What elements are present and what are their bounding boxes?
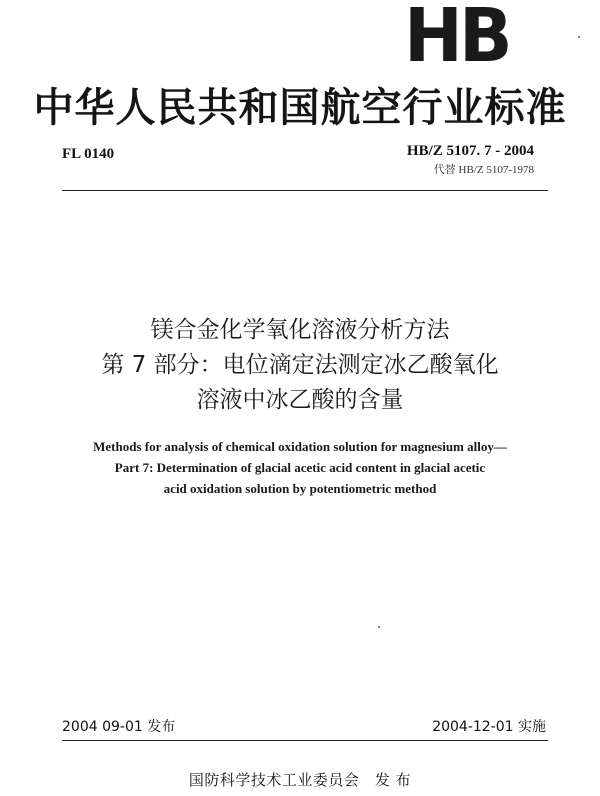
standard-category-title: 中华人民共和国航空行业标准 xyxy=(33,85,567,131)
implementation-date: 2004-12-01 实施 xyxy=(432,719,546,735)
hb-logo: HB xyxy=(404,0,509,79)
standard-code: HB/Z 5107. 7 - 2004 xyxy=(406,143,534,159)
header-divider xyxy=(62,190,548,191)
english-title-line-1: Methods for analysis of chemical oxidation solution for magnesium alloy— xyxy=(93,439,507,454)
chinese-title-line-3: 溶液中冰乙酸的含量 xyxy=(196,387,404,413)
english-title xyxy=(0,436,600,499)
replaces-note: 代替 HB/Z 5107-1978 xyxy=(433,164,534,176)
scan-speck xyxy=(378,626,380,628)
english-title-line-3: acid oxidation solution by potentiometric method xyxy=(163,481,437,496)
scan-speck xyxy=(578,36,580,38)
chinese-title xyxy=(0,313,600,418)
standard-code-block xyxy=(407,143,534,177)
issue-date: 2004 09-01 发布 xyxy=(62,719,176,735)
chinese-title-line-1: 镁合金化学氧化溶液分析方法 xyxy=(150,317,450,343)
chinese-title-line-2: 第 7 部分：电位滴定法测定冰乙酸氧化 xyxy=(101,352,499,378)
classification-code: FL 0140 xyxy=(62,146,115,162)
english-title-line-2: Part 7: Determination of glacial acetic acid content in glacial acetic xyxy=(114,460,486,475)
publisher: 国防科学技术工业委员会 发 布 xyxy=(188,771,412,789)
footer-divider xyxy=(62,740,548,741)
